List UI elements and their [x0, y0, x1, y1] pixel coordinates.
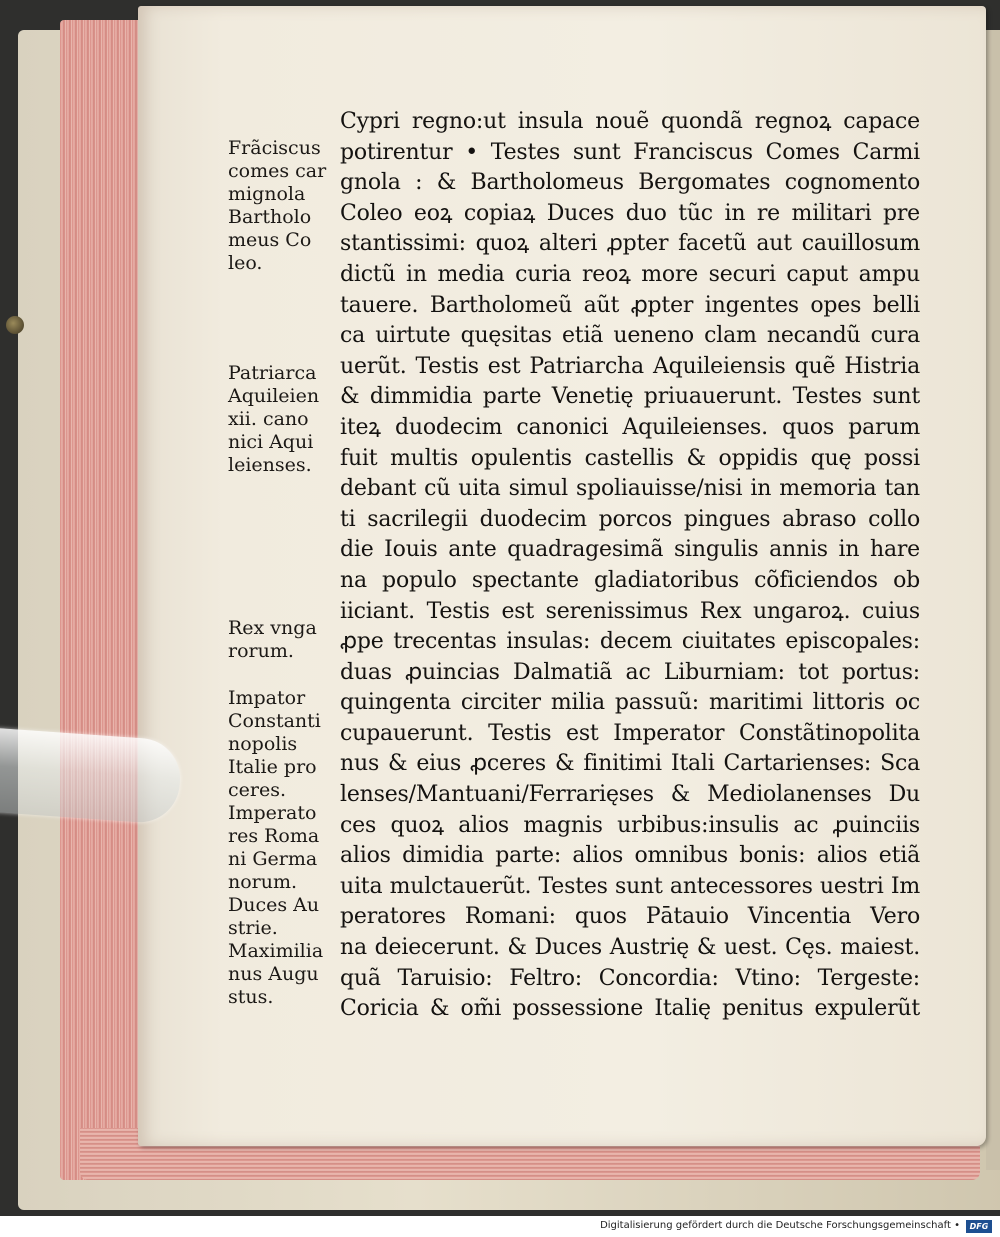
text-line: Coleo eoꝝ copiaꝝ Duces duo tũc in re militari pre	[340, 200, 920, 226]
text-line: dictũ in media curia reoꝝ more securi caput ampu	[340, 261, 920, 287]
text-line: gnola : & Bartholomeus Bergomates cognomento	[340, 170, 920, 196]
glass-page-weight	[0, 727, 183, 825]
funding-credit: Digitalisierung gefördert durch die Deutsche Forschungsgemeinschaft •	[600, 1220, 960, 1231]
facing-page-edge	[986, 30, 1000, 1170]
text-line: potirentur • Testes sunt Franciscus Comes Carmi	[340, 139, 920, 165]
text-line: na deiecerunt. & Duces Austrię & uest. Cęs. maiest.	[340, 935, 920, 961]
text-line: ces quoꝝ alios magnis urbibus:insulis ac ꝓuinciis	[340, 812, 920, 838]
text-line: ti sacrilegii duodecim porcos pingues abraso collo	[340, 506, 920, 532]
text-line: na populo spectante gladiatoribus cõficiendos ob	[340, 567, 920, 593]
clasp-pin	[6, 316, 24, 334]
text-line: debant cũ uita simul spoliauisse/nisi in memoria tan	[340, 476, 920, 502]
dfg-logo: DFG	[966, 1220, 992, 1233]
text-line: uerũt. Testis est Patriarcha Aquileiensis quẽ Histria	[340, 353, 920, 379]
text-line: stantissimi: quoꝝ alteri ꝓpter facetũ aut cauillosum	[340, 231, 920, 257]
text-line: lenses/Mantuani/Ferrarięses & Mediolanenses Du	[340, 782, 920, 808]
text-line: quingenta circiter milia passuũ: maritimi littoris oc	[340, 690, 920, 716]
text-line: fuit multis opulentis castellis & oppidis quę possi	[340, 445, 920, 471]
text-line: iteꝝ duodecim canonici Aquileienses. quos parum	[340, 414, 920, 440]
text-line: cupauerunt. Testis est Imperator Constãtinopolita	[340, 720, 920, 746]
text-line: uita mulctauerũt. Testes sunt antecessores uestri Im	[340, 873, 920, 899]
text-line: peratores Romani: quos Pātauio Vincentia Vero	[340, 904, 920, 930]
text-line: Cypri regno:ut insula nouẽ quondã regnoꝝ capace	[340, 109, 920, 134]
text-line: duas ꝓuincias Dalmatiã ac Liburniam: tot portus:	[340, 659, 920, 685]
text-line: ca uirtute quęsitas etiã ueneno clam necandũ cura	[340, 323, 920, 349]
text-line: Coricia & om̃i possessione Italię penitus expulerũt	[340, 996, 920, 1022]
main-text-block	[340, 107, 920, 1025]
text-line: alios dimidia parte: alios omnibus bonis: alios etiã	[340, 843, 920, 869]
margin-note-patriarca: Patriarca Aquileien xii. cano nici Aqui leienses.	[228, 362, 320, 476]
text-line: iiciant. Testis est serenissimus Rex ungaroꝝ. cuius	[340, 598, 920, 624]
text-line: quã Taruisio: Feltro: Concordia: Vtino: Tergeste:	[340, 965, 920, 991]
text-line: die Iouis ante quadragesimã singulis annis in hare	[340, 537, 920, 563]
text-line: nus & eius ꝓceres & finitimi Itali Cartarienses: Sca	[340, 751, 920, 777]
book-page	[138, 6, 986, 1146]
margin-note-imperator: Impator Constanti nopolis Italie pro ceres. Imperato res Roma ni Germa norum. Duces Au strie. Maximilia nus Augu stus.	[228, 687, 324, 1008]
text-line: ꝓpe trecentas insulas: decem ciuitates episcopales:	[340, 629, 920, 655]
footer-bar	[0, 1216, 1000, 1237]
text-line: tauere. Bartholomeũ aũt ꝓpter ingentes opes belli	[340, 292, 920, 318]
margin-note-rex-ungarorum: Rex vnga rorum.	[228, 617, 317, 662]
margin-note-carmignola: Frãciscus comes car mignola Bartholo meus Co leo.	[228, 137, 327, 274]
text-line: & dimmidia parte Venetię priuauerunt. Testes sunt	[340, 384, 920, 410]
